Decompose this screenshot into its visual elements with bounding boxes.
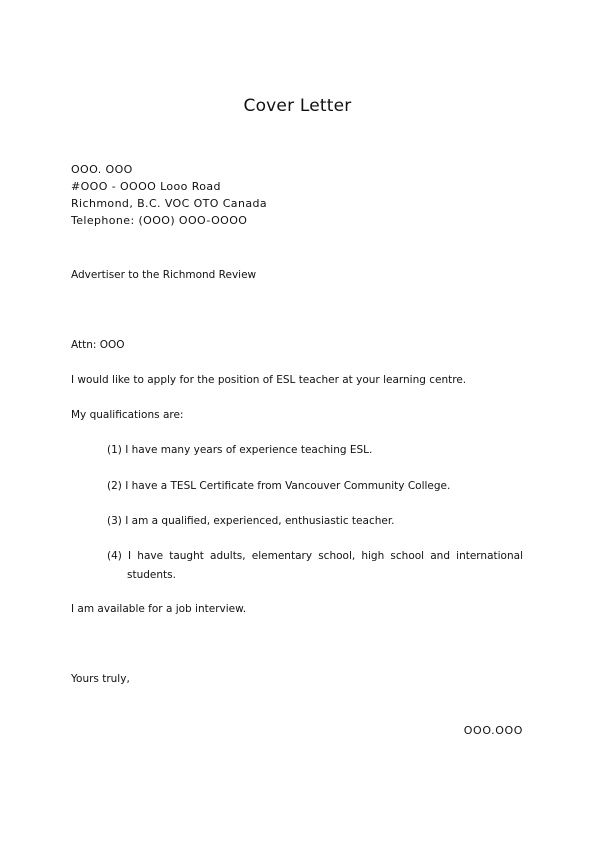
- sender-telephone: Telephone: (OOO) OOO-OOOO: [71, 214, 248, 227]
- sender-name: OOO. OOO: [71, 163, 133, 176]
- sender-street: #OOO - OOOO Looo Road: [71, 180, 221, 193]
- qualification-item-1: (1) I have many years of experience teaching ESL.: [107, 444, 373, 456]
- opening-paragraph: I would like to apply for the position of ESL teacher at your learning centre.: [71, 374, 467, 386]
- qualification-item-4-continuation: students.: [127, 569, 176, 581]
- attention-line: Attn: OOO: [71, 339, 125, 351]
- sender-city: Richmond, B.C. VOC OTO Canada: [71, 197, 267, 210]
- qualification-item-2: (2) I have a TESL Certificate from Vancouver Community College.: [107, 480, 451, 492]
- qualification-item-3: (3) I am a qualified, experienced, enthusiastic teacher.: [107, 515, 395, 527]
- document-title: Cover Letter: [243, 96, 352, 116]
- recipient-line: Advertiser to the Richmond Review: [71, 269, 257, 281]
- signature: OOO.OOO: [463, 724, 523, 737]
- closing-line: Yours truly,: [71, 673, 130, 685]
- availability-paragraph: I am available for a job interview.: [71, 603, 247, 615]
- qualifications-intro: My qualifications are:: [71, 409, 184, 421]
- qualification-item-4: (4) I have taught adults, elementary school, high school and international: [107, 550, 523, 562]
